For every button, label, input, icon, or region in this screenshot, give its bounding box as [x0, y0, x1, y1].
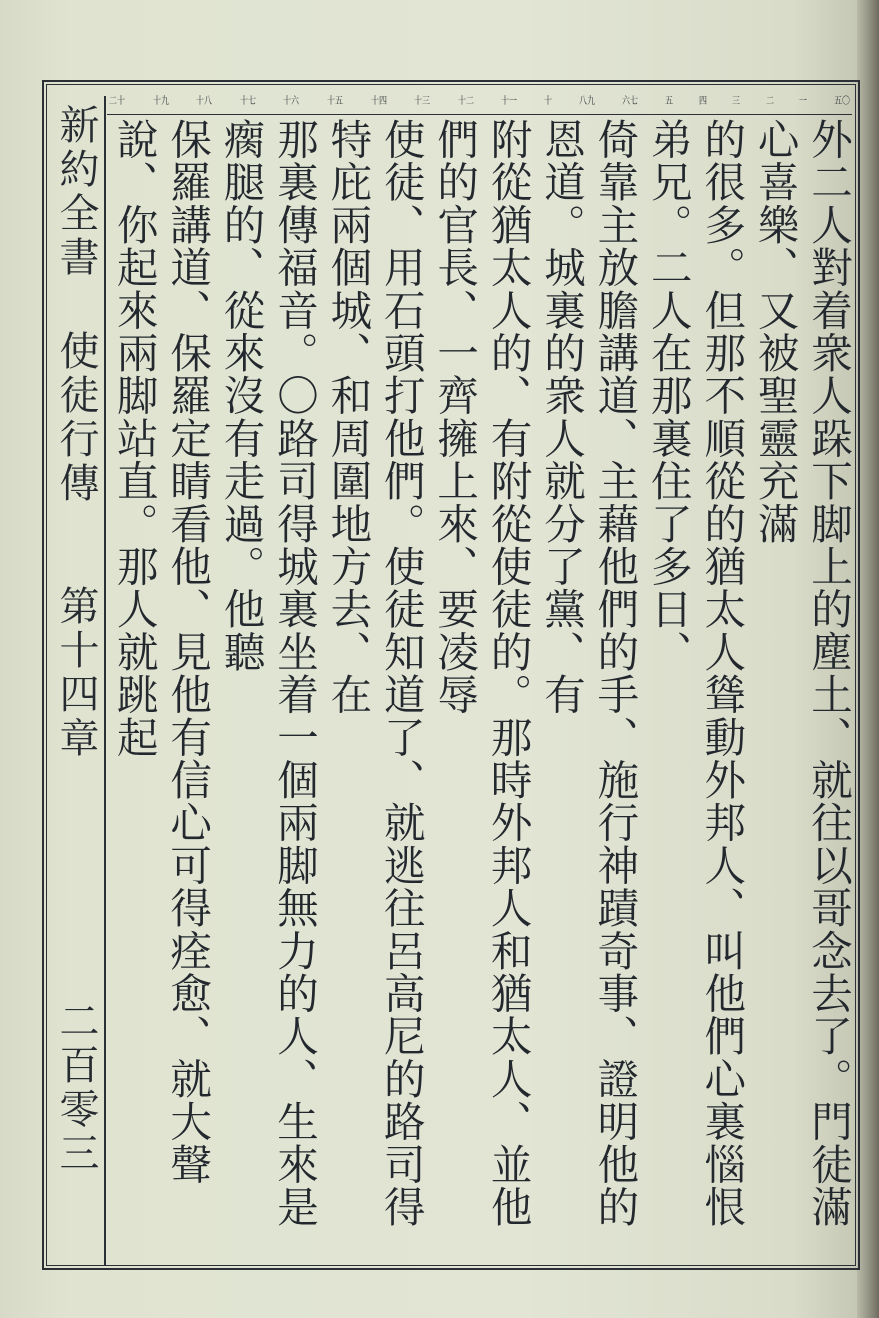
verse-number: 十九 — [152, 96, 169, 107]
verse-number: 十二 — [457, 96, 474, 107]
verse-number: 十八 — [196, 96, 213, 107]
page-number: 二百零三 — [53, 1000, 99, 1176]
text-column-4: 附從猶太人的、有附從使徒的。那時外邦人和猶太人、並他們的官長、一齊擁上來、要凌辱 — [430, 118, 533, 1229]
verse-number: 三 — [732, 96, 741, 107]
text-column-6: 那裏傳福音。〇路司得城裏坐着一個兩脚無力的人、生來是瘸腿的、從來沒有走過。他聽 — [216, 118, 319, 1229]
verse-number: 六七 — [622, 96, 639, 107]
verse-number: 十四 — [370, 96, 387, 107]
verse-number: 四 — [698, 96, 707, 107]
verse-number: 一 — [799, 96, 808, 107]
scripture-body — [107, 118, 855, 1264]
verse-number: 十五 — [327, 96, 344, 107]
verse-number: 十六 — [283, 96, 300, 107]
book-name: 使徒行傳 — [53, 330, 99, 506]
text-column-3: 倚靠主放膽講道、主藉他們的手、施行神蹟奇事、證明他的恩道。城裏的衆人就分了黨、有 — [536, 118, 640, 1229]
verse-number: 十 — [544, 96, 553, 107]
verse-number: 五 — [664, 96, 673, 107]
verse-number: 二 — [765, 96, 774, 107]
verse-number: 二十 — [109, 96, 125, 107]
verse-number-strip — [107, 90, 852, 115]
text-column-7: 保羅講道、保羅定睛看他、見他有信心可得痊愈、就大聲說、你起來兩脚站直。那人就跳起 — [109, 118, 213, 1186]
text-column-1: 外二人對着衆人跺下脚上的塵土、就往以哥念去了。門徒滿心喜樂、又被聖靈充滿 — [750, 118, 853, 1229]
verse-number: 十七 — [239, 96, 256, 107]
chapter-label: 第十四章 — [53, 585, 99, 761]
verse-number: 五〇 — [833, 96, 850, 107]
text-column-5: 使徒、用石頭打他們。使徒知道了、就逃往呂高尼的路司得特庇兩個城、和周圍地方去、在 — [323, 118, 426, 1229]
verse-number: 十一 — [501, 96, 518, 107]
text-column-2: 的很多。但那不順從的猶太人聳動外邦人、叫他們心裏惱恨弟兄。二人在那裏住了多日、 — [643, 118, 747, 1229]
binding-gutter — [857, 0, 879, 1318]
book-title: 新約全書 — [53, 104, 99, 280]
verse-number: 八九 — [578, 96, 595, 107]
verse-number: 十三 — [414, 96, 431, 107]
